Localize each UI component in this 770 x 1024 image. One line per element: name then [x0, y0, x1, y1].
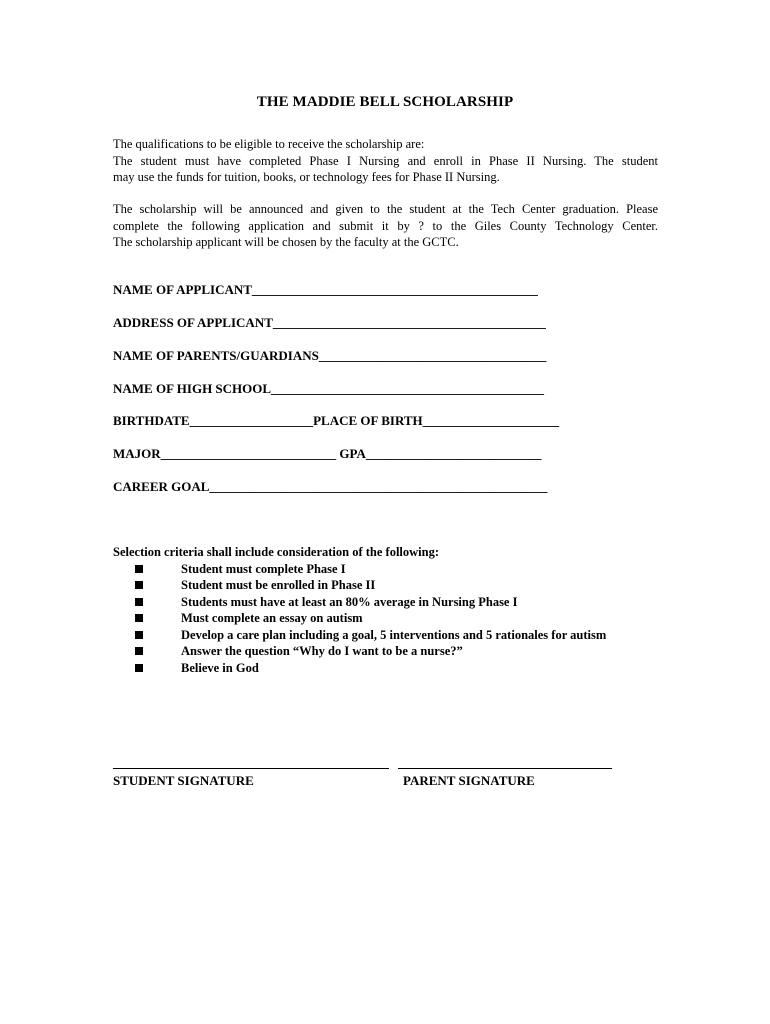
criteria-item-text: Answer the question “Why do I want to be a nurse?” [181, 644, 463, 658]
criteria-item-text: Student must complete Phase I [181, 561, 346, 576]
qualifications-intro: The qualifications to be eligible to receive the scholarship are: [113, 137, 425, 151]
document-title: THE MADDIE BELL SCHOLARSHIP [256, 94, 514, 110]
field-career-goal[interactable]: CAREER GOAL____________________________________________________ [113, 479, 548, 494]
announcement-line-1: The scholarship will be announced and given to the student at the Tech Center graduation. Please [113, 202, 658, 216]
announcement-line-3: The scholarship applicant will be chosen by the faculty at the GCTC. [113, 235, 459, 249]
square-bullet-icon [135, 631, 143, 639]
criteria-item [113, 610, 606, 627]
parent-signature-line[interactable] [398, 768, 612, 769]
criteria-item-text: Must complete an essay on autism [181, 611, 363, 625]
field-name-of-applicant[interactable]: NAME OF APPLICANT____________________________________________ [113, 282, 538, 297]
field-major-gpa[interactable]: MAJOR___________________________ GPA___________________________ [113, 446, 542, 461]
qualifications-line-2: may use the funds for tuition, books, or technology fees for Phase II Nursing. [113, 170, 500, 184]
field-address-of-applicant[interactable]: ADDRESS OF APPLICANT__________________________________________ [113, 315, 546, 330]
criteria-heading: Selection criteria shall include consideration of the following: [113, 545, 440, 559]
student-signature-label: STUDENT SIGNATURE [113, 773, 254, 788]
field-name-of-parents[interactable]: NAME OF PARENTS/GUARDIANS___________________________________ [113, 348, 547, 363]
criteria-item [113, 594, 606, 611]
square-bullet-icon [135, 647, 143, 655]
qualifications-line-1: The student must have completed Phase I Nursing and enroll in Phase II Nursing. The student [113, 153, 658, 168]
square-bullet-icon [135, 565, 143, 573]
criteria-item [113, 577, 606, 594]
announcement-paragraph [113, 201, 658, 251]
field-birthdate-place-of-birth[interactable]: BIRTHDATE___________________PLACE OF BIRTH_____________________ [113, 413, 560, 428]
student-signature-line[interactable] [113, 768, 389, 769]
criteria-item-text: Believe in God [181, 660, 259, 675]
square-bullet-icon [135, 598, 143, 606]
criteria-item [113, 561, 606, 578]
criteria-item-text: Students must have at least an 80% average in Nursing Phase I [181, 594, 518, 609]
criteria-item-text: Develop a care plan including a goal, 5 interventions and 5 rationales for autism [181, 627, 607, 642]
square-bullet-icon [135, 581, 143, 589]
criteria-item-text: Student must be enrolled in Phase II [181, 578, 376, 592]
selection-criteria [113, 544, 606, 676]
announcement-line-2: complete the following application and submit it by ? to the Giles County Technology Center. [113, 218, 658, 233]
criteria-list [113, 561, 606, 677]
field-name-of-high-school[interactable]: NAME OF HIGH SCHOOL__________________________________________ [113, 381, 545, 396]
criteria-item [113, 643, 606, 660]
square-bullet-icon [135, 614, 143, 622]
parent-signature-label: PARENT SIGNATURE [403, 773, 535, 788]
criteria-item [113, 627, 606, 644]
square-bullet-icon [135, 664, 143, 672]
criteria-item [113, 660, 606, 677]
qualifications-paragraph [113, 136, 658, 186]
